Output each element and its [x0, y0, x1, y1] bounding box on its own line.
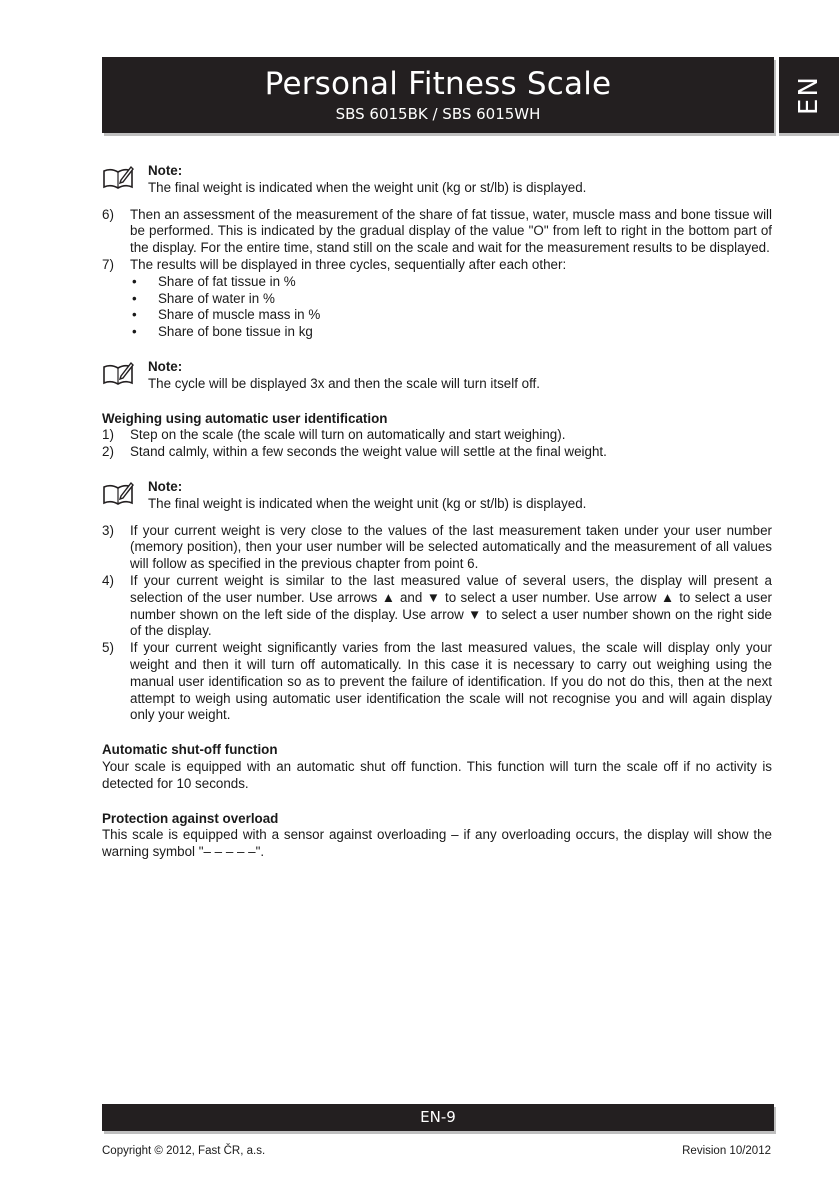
bullet-item: • Share of bone tissue in kg [132, 324, 313, 340]
page-title: Personal Fitness Scale [264, 66, 612, 102]
steps-list [102, 207, 772, 341]
note-icon [102, 361, 134, 387]
bullet-item: • Share of fat tissue in % [132, 273, 296, 289]
revision-text: Revision 10/2012 [682, 1145, 771, 1157]
note-text: The cycle will be displayed 3x and then the scale will turn itself off. [148, 375, 541, 391]
page-number-bar: EN-9 [102, 1104, 774, 1131]
item-number: 3) [102, 522, 114, 538]
section-heading: Protection against overload [102, 810, 279, 826]
list-item [102, 207, 772, 257]
note-text: The final weight is indicated when the weight unit (kg or st/lb) is displayed. [148, 179, 587, 195]
list-item [102, 427, 772, 444]
results-bullet-list [130, 274, 772, 341]
section-text: This scale is equipped with a sensor against overloading – if any overloading occurs, the display will show the warning symbol "– – – – –". [102, 827, 772, 860]
section-heading: Weighing using automatic user identification [102, 410, 388, 426]
page-header [102, 57, 774, 133]
item-number: 6) [102, 206, 114, 222]
note-label: Note: [148, 163, 183, 178]
copyright-text: Copyright © 2012, Fast ČR, a.s. [102, 1145, 266, 1157]
note-block [102, 163, 772, 197]
bullet-item: • Share of water in % [132, 290, 275, 306]
item-text: If your current weight is very close to the values of the last measurement taken under your user number (memory position), then your user number will be selected automatically and the measurement of all values will follow as specified in the previous chapter from point 6. [130, 522, 772, 572]
list-item [102, 444, 772, 461]
item-text: If your current weight is similar to the last measured value of several users, the display will present a selection of the user number. Use arrows ▲ and ▼ to select a user number. Use arrow ▲ to select a user number shown on the left side of the display. Use arrow ▼ to select a user number shown on the right side of the display. [130, 572, 772, 639]
note-block [102, 359, 772, 393]
item-text: The results will be displayed in three cycles, sequentially after each other: [130, 256, 567, 272]
language-tab [779, 57, 839, 133]
item-number: 4) [102, 572, 114, 588]
item-number: 2) [102, 444, 114, 460]
item-number: 5) [102, 640, 114, 656]
item-number: 1) [102, 427, 114, 443]
steps-list [102, 523, 772, 725]
bullet-item: • Share of muscle mass in % [132, 307, 321, 323]
model-subtitle: SBS 6015BK / SBS 6015WH [335, 105, 541, 123]
note-block [102, 479, 772, 513]
section-overload [102, 811, 772, 861]
item-text: Step on the scale (the scale will turn on automatically and start weighing). [130, 427, 566, 443]
list-item [102, 573, 772, 640]
steps-list [102, 427, 772, 461]
list-item [102, 257, 772, 341]
section-heading: Automatic shut-off function [102, 742, 278, 758]
list-item [102, 640, 772, 724]
note-label: Note: [148, 478, 183, 494]
item-text: Then an assessment of the measurement of the share of fat tissue, water, muscle mass and bone tissue will be performed. This is indicated by the gradual display of the value "O" from left to right in the bottom part of the display. For the entire time, stand still on the scale and wait for the measurement results to be displayed. [130, 206, 772, 256]
item-text: If your current weight significantly varies from the last measured values, the scale will display only your weight and then it will turn off automatically. In this case it is necessary to carry out weighing using the manual user identification so as to prevent the failure of identification. If you do not do this, then at the next attempt to weigh using automatic user identification the scale will not recognise you and will again display only your weight. [130, 640, 772, 723]
note-text: The final weight is indicated when the weight unit (kg or st/lb) is displayed. [148, 495, 587, 511]
section-auto-shutoff [102, 742, 772, 792]
list-item [102, 523, 772, 573]
main-content [102, 163, 772, 861]
language-label: EN [794, 75, 824, 115]
section-auto-identification [102, 411, 772, 461]
item-text: Stand calmly, within a few seconds the weight value will settle at the final weight. [130, 444, 607, 460]
note-label: Note: [148, 358, 183, 374]
section-text: Your scale is equipped with an automatic shut off function. This function will turn the scale off if no activity is detected for 10 seconds. [102, 758, 772, 791]
note-icon [102, 165, 134, 191]
note-icon [102, 481, 134, 507]
item-number: 7) [102, 256, 114, 272]
